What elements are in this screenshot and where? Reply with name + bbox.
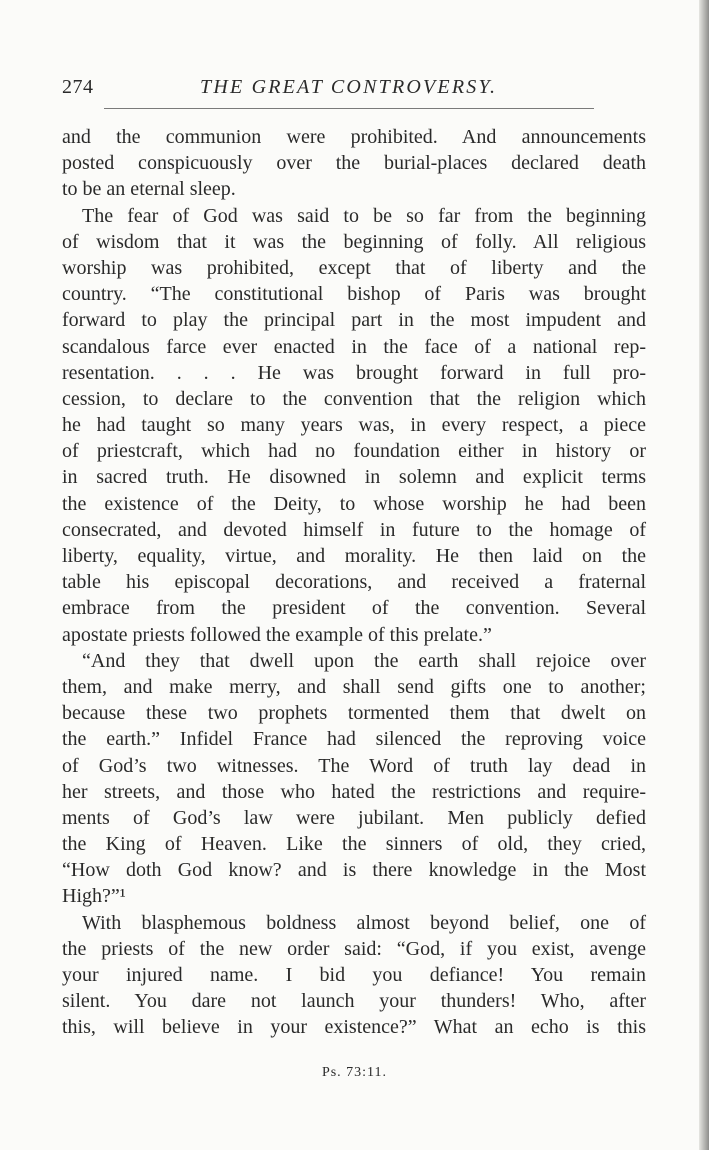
page-number: 274	[62, 76, 94, 98]
footnote: Ps. 73:11.	[321, 1065, 388, 1080]
text-line: posted conspicuously over the burial-places declared death	[62, 152, 646, 175]
text-line: the priests of the new order said: “God, if you exist, avenge	[62, 937, 646, 960]
text-line: High?”¹	[62, 885, 126, 908]
text-line: ments of God’s law were jubilant. Men publicly defied	[62, 806, 646, 829]
text-line: this, will believe in your existence?” What an echo is this	[62, 1016, 646, 1039]
text-line: forward to play the principal part in the most impudent and	[62, 309, 646, 332]
text-line: of priestcraft, which had no foundation either in history or	[62, 440, 646, 463]
text-line: in sacred truth. He disowned in solemn and explicit terms	[62, 466, 646, 489]
text-line: of wisdom that it was the beginning of folly. All religious	[62, 230, 646, 253]
text-line: apostate priests followed the example of this prelate.”	[62, 623, 492, 646]
text-line: worship was prohibited, except that of liberty and the	[62, 256, 646, 279]
page-header	[62, 76, 646, 102]
text-line: scandalous farce ever enacted in the face of a national rep-	[62, 335, 646, 358]
text-line: he had taught so many years was, in every respect, a piece	[62, 414, 646, 437]
text-line: consecrated, and devoted himself in future to the homage of	[62, 518, 646, 541]
text-line: “How doth God know? and is there knowledge in the Most	[62, 859, 646, 882]
text-line: silent. You dare not launch your thunders! Who, after	[62, 990, 646, 1013]
text-line: the existence of the Deity, to whose worship he had been	[62, 492, 646, 515]
text-line: the earth.” Infidel France had silenced the reproving voice	[62, 728, 646, 751]
text-line: because these two prophets tormented them that dwelt on	[62, 702, 646, 725]
text-line: “And they that dwell upon the earth shall rejoice over	[82, 649, 646, 672]
text-line: country. “The constitutional bishop of Paris was brought	[62, 283, 646, 306]
text-line: table his episcopal decorations, and received a fraternal	[62, 571, 646, 594]
body-text	[62, 124, 646, 1041]
page-edge-shadow	[699, 0, 709, 1150]
text-line: embrace from the president of the convention. Several	[62, 597, 646, 620]
header-rule	[104, 108, 594, 109]
text-line: resentation. . . . He was brought forward in full pro-	[62, 361, 646, 384]
text-line: the King of Heaven. Like the sinners of old, they cried,	[62, 833, 646, 856]
running-title: THE GREAT CONTROVERSY.	[200, 76, 498, 98]
text-line: them, and make merry, and shall send gifts one to another;	[62, 675, 646, 698]
text-line: your injured name. I bid you defiance! You remain	[62, 964, 646, 986]
text-line: The fear of God was said to be so far from the beginning	[82, 204, 646, 227]
text-line: her streets, and those who hated the restrictions and require-	[62, 780, 646, 803]
text-line: to be an eternal sleep.	[62, 178, 236, 201]
text-line: liberty, equality, virtue, and morality. He then laid on the	[62, 545, 646, 567]
text-line: of God’s two witnesses. The Word of truth lay dead in	[62, 754, 646, 777]
text-line: With blasphemous boldness almost beyond belief, one of	[82, 911, 646, 934]
text-line: and the communion were prohibited. And announcements	[62, 126, 646, 148]
text-line: cession, to declare to the convention that the religion which	[62, 387, 646, 410]
